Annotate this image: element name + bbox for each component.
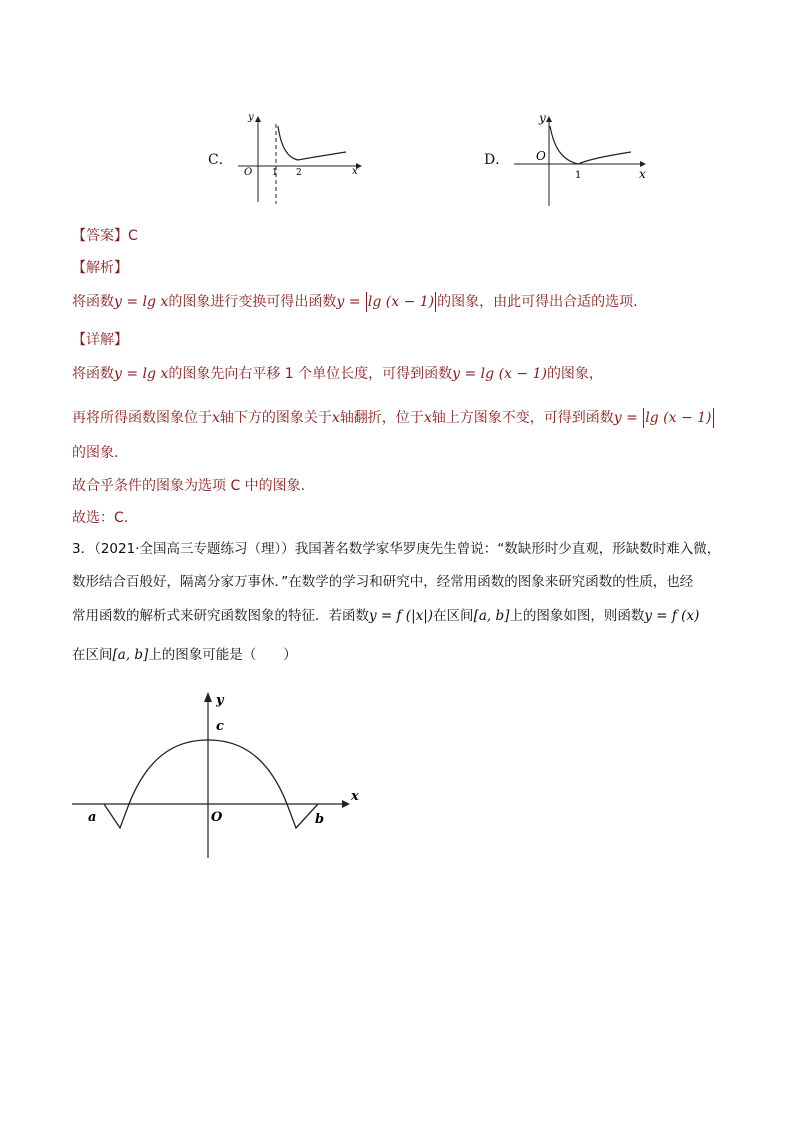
d-origin: O (536, 149, 546, 163)
option-c-graph (228, 108, 368, 208)
c-curve-right (298, 152, 346, 160)
answer-value: C (128, 228, 138, 244)
option-c-label: C． (208, 152, 233, 168)
option-d-graph (508, 108, 653, 210)
analysis-text: 将函数y = lg x的图象进行变换可得出函数y = lg (x − 1) 的图象，由此可得出合适的选项. (72, 294, 638, 310)
c-curve-left (278, 126, 298, 160)
q3-line-1: 3．（2021·全国高三专题练习（理））我国著名数学家华罗庚先生曾说：“数缺形时少直观，形缺数时难入微， (72, 541, 721, 557)
q3-line-3: 常用函数的解析式来研究函数图象的特征．若函数y = f (|x|)在区间[a, b]上的图象如图，则函数y = f (x) (72, 608, 700, 624)
formula-y: y = (336, 294, 365, 310)
c-origin: O (244, 167, 253, 178)
d-tick-1: 1 (575, 170, 582, 181)
q3-graph (66, 688, 366, 864)
q3-a-label: a (88, 810, 97, 825)
c-tick-1: 1 (272, 168, 278, 178)
c-x-label: x (352, 166, 358, 177)
detail-line-1: 将函数y = lg x的图象先向右平移 1 个单位长度，可得到函数y = lg (x − 1)的图象， (72, 366, 603, 382)
q3-c-label: c (216, 719, 224, 734)
formula-abs-lg: lg (x − 1) (367, 294, 435, 310)
d-y-arrow (546, 116, 552, 122)
option-d-label: D． (484, 152, 510, 168)
d-y-label: y (539, 111, 546, 125)
q3-line-2: 数形结合百般好，隔离分家万事休．”在数学的学习和研究中，经常用函数的图象来研究函数的性质，也经 (72, 574, 694, 590)
c-tick-2: 2 (296, 168, 302, 178)
d-x-label: x (639, 167, 646, 181)
q3-y-arrow (204, 692, 212, 702)
detail-line-2: 再将所得函数图象位于x轴下方的图象关于x轴翻折，位于x轴上方图象不变，可得到函数y = lg (x − 1) (72, 410, 712, 426)
detail-line-5: 故选：C. (72, 510, 129, 526)
q3-b-label: b (315, 812, 325, 827)
detail-line-3: 的图象. (72, 445, 119, 461)
detail-tag: 【详解】 (72, 332, 128, 348)
c-y-label: y (248, 112, 254, 123)
q3-y-label: y (216, 693, 224, 708)
detail-line-4: 故合乎条件的图象为选项 C 中的图象. (72, 478, 306, 494)
answer-line (72, 226, 138, 246)
formula-y-lgx: y = lg x (114, 294, 169, 310)
d-curve-right (578, 152, 631, 164)
analysis-tag: 【解析】 (72, 260, 128, 276)
q3-line-4: 在区间[a, b]上的图象可能是（ ） (72, 647, 297, 663)
q3-x-arrow (342, 800, 350, 808)
d-curve-left (550, 126, 578, 164)
c-y-arrow (255, 116, 261, 122)
q3-x-label: x (351, 789, 359, 804)
q3-origin: O (211, 810, 223, 825)
answer-tag: 【答案】 (72, 228, 128, 244)
